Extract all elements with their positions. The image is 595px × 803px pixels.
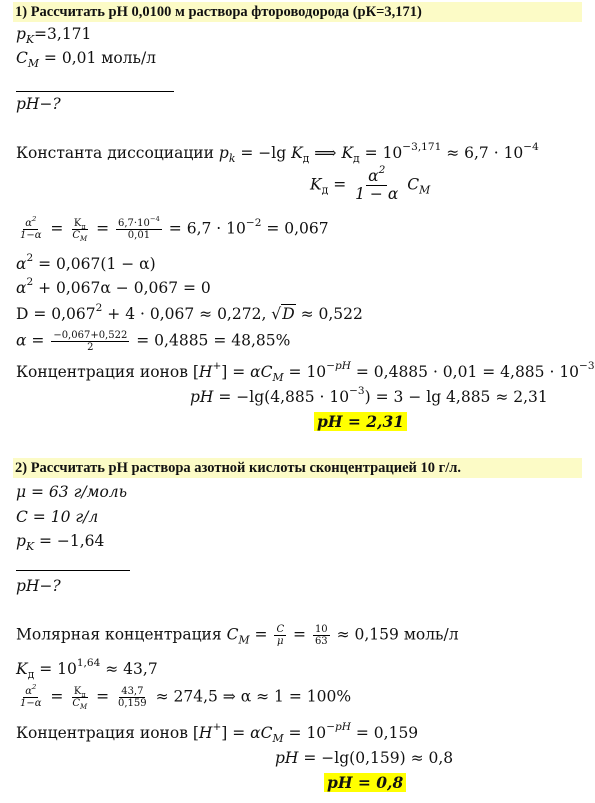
kd-formula: $K_д$ = $\frac{\alpha^2}{1 - \alpha}$ $C_M$ (310, 164, 431, 204)
find-ph: pH−? (16, 95, 61, 113)
answer-1: pH = 2,31 (314, 412, 407, 432)
molar-concentration-line: Молярная концентрация $C_M$ = $\frac{C}{\mu}$ = $\frac{10}{63}$ ≈ 0,159 моль/л (16, 624, 459, 647)
ph-calculation-line: pH = $-\lg(4,885 \cdot 10^{-3}) = 3 - \lg 4,885 \approx 2,31$ (190, 385, 548, 406)
given-mu: μ = 63 г/моль (16, 483, 128, 501)
find-ph-2: pH−? (16, 577, 61, 595)
given-pk-2: $p_K = -1,64$ (16, 532, 105, 554)
ph-calculation-line-2: pH = −lg(0,159) ≈ 0,8 (275, 749, 454, 767)
alpha-line: α = $\frac{-0,067+0,522}{2}$ = 0,4885 = 48,85% (16, 330, 291, 353)
given-c: C = 10 г/л (16, 508, 99, 526)
given-cm: $C_M = 0,01$ моль/л (16, 49, 157, 71)
problem2-header: 2) Рассчитать рН раствора азотной кислоты сконцентрацией 10 г/л. (13, 458, 582, 478)
alpha-equation-line: $\frac{\alpha^2}{1-\alpha}$ = $\frac{K_д}{C_M}$ = $\frac{43,7}{0,159}$ ≈ 274,5 ⇒ α ≈ 1 = 100% (20, 682, 352, 711)
problem1-header: 1) Рассчитать рН 0,0100 м раствора фтороводорода (рК=3,171) (13, 2, 582, 22)
given-divider (16, 91, 174, 92)
given-pk: $p_K=3,171$ (16, 25, 92, 47)
given-divider-2 (16, 570, 130, 571)
answer-2: pH = 0,8 (324, 773, 406, 793)
kd-line: $K_д = 10^{1,64} \approx 43,7$ (16, 657, 158, 682)
ion-concentration-line: Концентрация ионов $[H^+] = \alpha C_M = 10^{-pH} = 0,4885 \cdot 0,01 = 4,885 \cdot 10^{-3}$ (16, 360, 595, 385)
ion-concentration-line-2: Концентрация ионов $[H^+] = \alpha C_M = 10^{-pH} = 0,159$ (16, 721, 419, 746)
equation-line-1: $\frac{\alpha^2}{1-\alpha}$ = $\frac{K_д}{C_M}$ = $\frac{6,7\cdot 10^{-4}}{0,01}$ = $6,7 \cdot 10^{-2} = 0,067$ (20, 214, 329, 243)
dissociation-constant-line: Константа диссоциации $p_k = -\lg$ $K_д$ ⟹ $K_д = 10^{-3,171} \approx 6,7 \cdot 10^{-4}$ (16, 141, 539, 166)
discriminant-line: $D = 0,067^2 + 4 \cdot 0,067 \approx 0,272$, √D ≈ 0,522 (16, 302, 363, 323)
equation-line-3: $\alpha^2 + 0,067\alpha - 0,067 = 0$ (16, 276, 211, 297)
equation-line-2: $\alpha^2 = 0,067(1 - \alpha)$ (16, 252, 156, 273)
